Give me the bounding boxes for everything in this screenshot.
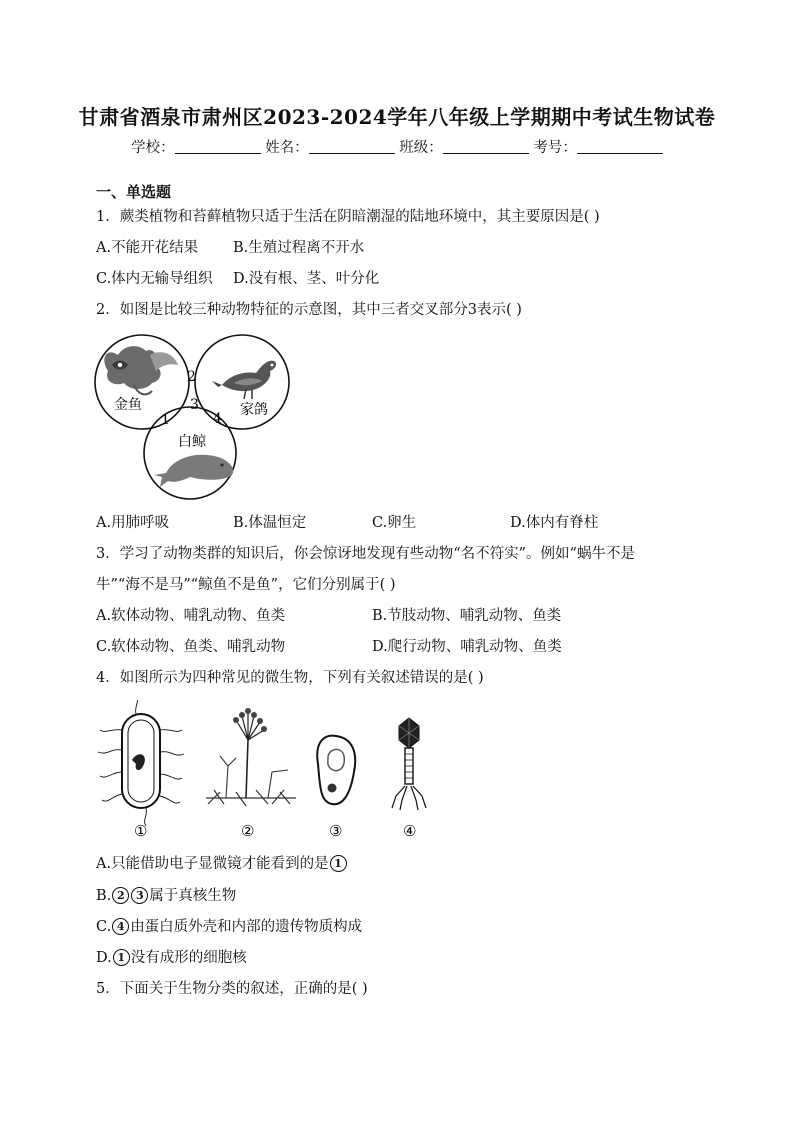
q4-option-a-text: A.只能借助电子显微镜才能看到的是 <box>96 856 329 872</box>
q4-option-d <box>96 946 247 967</box>
figure-label-2: ② <box>241 822 255 840</box>
q4-option-c <box>96 915 362 936</box>
class-blank <box>443 139 529 154</box>
circled-number-1: 1 <box>330 855 347 872</box>
q2-option-b: B.体温恒定 <box>233 515 307 531</box>
q4-option-c-prefix: C. <box>96 919 112 935</box>
q4-stem: 4．如图所示为四种常见的微生物，下列有关叙述错误的是( ) <box>96 670 484 686</box>
region-4-label: 4 <box>213 411 222 427</box>
pigeon-icon <box>212 361 276 399</box>
number-label: 考号： <box>533 140 577 156</box>
q3-option-c: C.软体动物、鱼类、哺乳动物 <box>96 639 286 655</box>
exam-title: 甘肃省酒泉市肃州区2023-2024学年八年级上学期期中考试生物试卷 <box>78 105 716 129</box>
q5-stem: 5．下面关于生物分类的叙述，正确的是( ) <box>96 981 368 997</box>
q1-stem: 1．蕨类植物和苔藓植物只适于生活在阴暗潮湿的陆地环境中，其主要原因是( ) <box>96 209 600 225</box>
q4-option-b-prefix: B. <box>96 888 112 904</box>
q4-option-c-text: 由蛋白质外壳和内部的遗传物质构成 <box>130 919 363 935</box>
q3-stem-line2: 牛”“海不是马”“鲸鱼不是鱼”，它们分别属于( ) <box>96 577 396 593</box>
q4-option-b-text: 属于真核生物 <box>149 888 237 904</box>
student-info-row <box>0 136 794 157</box>
microorganism-figure <box>96 700 446 845</box>
q2-option-c: C.卵生 <box>372 515 417 531</box>
q3-option-a: A.软体动物、哺乳动物、鱼类 <box>96 608 286 624</box>
q4-option-d-text: 没有成形的细胞核 <box>130 950 247 966</box>
q2-option-a: A.用肺呼吸 <box>96 515 170 531</box>
circled-number-1: 1 <box>113 949 130 966</box>
name-blank <box>309 139 395 154</box>
number-blank <box>577 139 663 154</box>
q1-option-a: A.不能开花结果 <box>96 240 199 256</box>
name-label: 姓名： <box>265 140 309 156</box>
region-3-label: 3 <box>190 397 199 413</box>
school-blank <box>175 139 261 154</box>
q3-stem-line1: 3．学习了动物类群的知识后，你会惊讶地发现有些动物“名不符实”。例如“蜗牛不是 <box>96 546 635 562</box>
q1-option-d: D.没有根、茎、叶分化 <box>233 271 380 287</box>
q3-option-d: D.爬行动物、哺乳动物、鱼类 <box>372 639 562 655</box>
section-heading: 一、单选题 <box>96 183 172 201</box>
q4-option-a <box>96 852 348 873</box>
figure-label-4: ④ <box>403 822 417 840</box>
bacteriophage-icon <box>392 718 426 810</box>
pigeon-label: 家鸽 <box>240 402 268 418</box>
q4-option-d-prefix: D. <box>96 950 112 966</box>
figure-label-1: ① <box>134 822 148 840</box>
whale-icon <box>154 455 233 487</box>
q2-option-d: D.体内有脊柱 <box>510 515 599 531</box>
whale-circle <box>144 407 236 499</box>
circled-number-4: 4 <box>112 918 129 935</box>
mold-icon <box>206 708 296 806</box>
class-label: 班级： <box>399 140 443 156</box>
yeast-icon <box>317 736 355 805</box>
region-2-label: 2 <box>187 369 196 385</box>
figure-label-3: ③ <box>329 822 343 840</box>
school-label: 学校： <box>131 140 175 156</box>
bacterium-icon <box>98 700 184 826</box>
q3-option-b: B.节肢动物、哺乳动物、鱼类 <box>372 608 562 624</box>
q1-option-c: C.体内无输导组织 <box>96 271 213 287</box>
q1-option-b: B.生殖过程离不开水 <box>233 240 365 256</box>
q4-option-b <box>96 884 236 905</box>
goldfish-icon <box>104 346 178 394</box>
region-1-label: 1 <box>161 412 170 428</box>
whale-label: 白鲸 <box>178 434 206 450</box>
goldfish-label: 金鱼 <box>114 397 142 413</box>
q2-stem: 2．如图是比较三种动物特征的示意图，其中三者交叉部分3表示( ) <box>96 302 522 318</box>
circled-number-3: 3 <box>131 887 148 904</box>
circled-number-2: 2 <box>112 887 129 904</box>
venn-diagram <box>94 325 294 501</box>
